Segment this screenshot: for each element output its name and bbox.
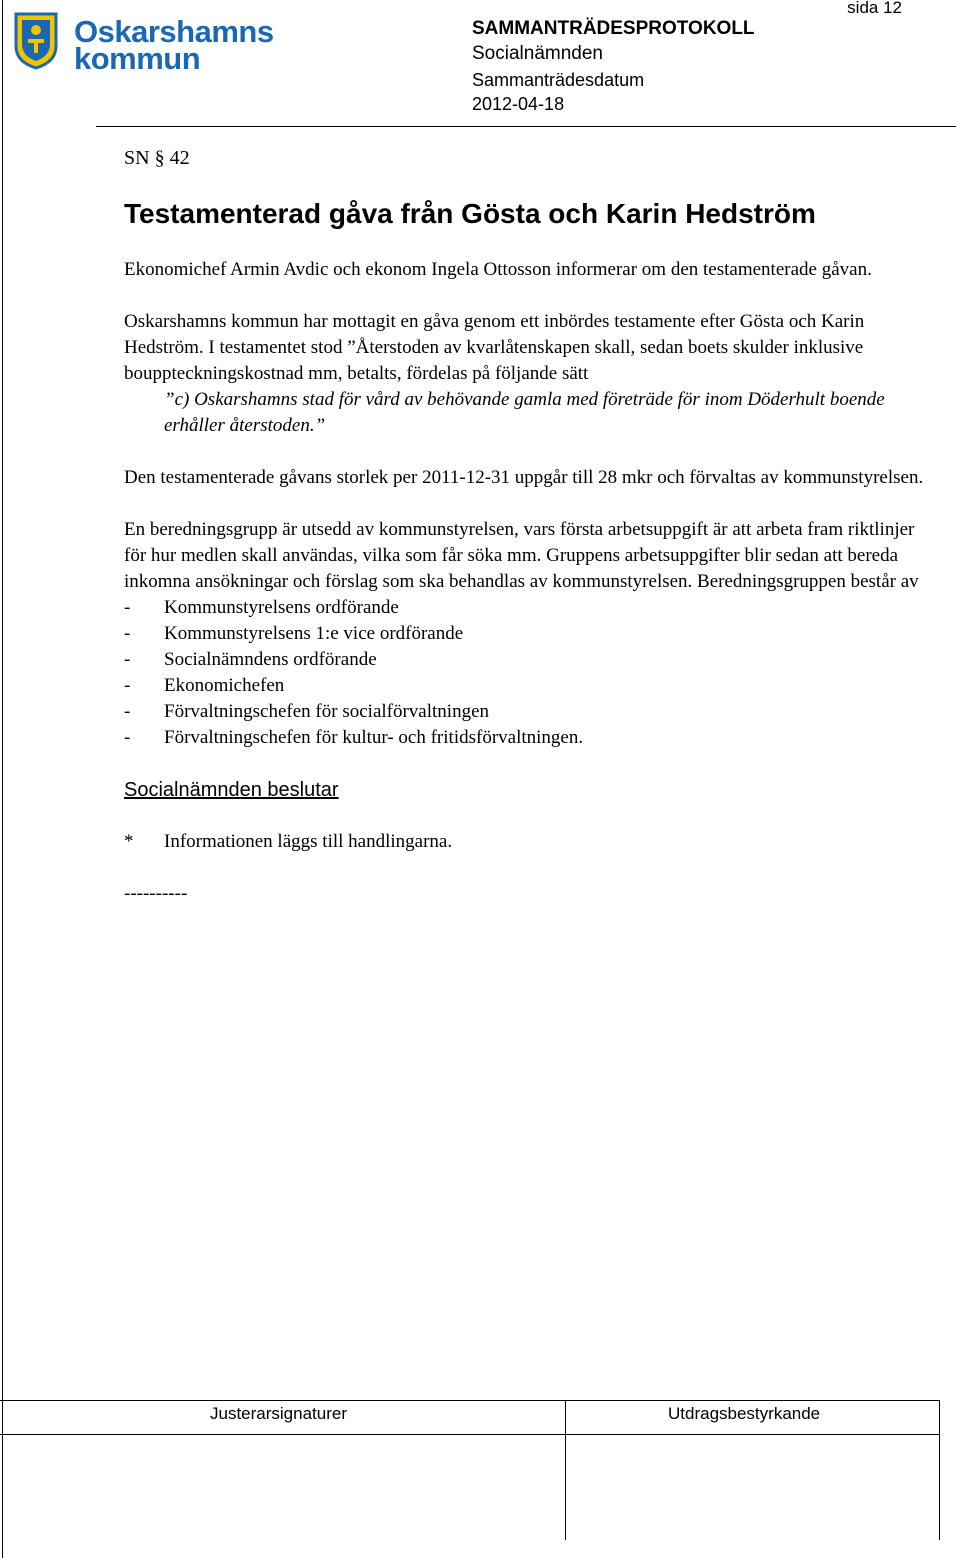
list-item-text: Förvaltningschefen för kultur- och fritidsförvaltningen. <box>164 727 584 748</box>
list-item <box>124 647 924 673</box>
list-marker: - <box>124 727 131 748</box>
section-divider: ---------- <box>124 883 188 904</box>
footer-top-rule <box>0 1400 940 1401</box>
list-item <box>124 699 924 725</box>
signature-footer <box>0 1400 940 1540</box>
working-group-list <box>124 595 924 751</box>
logo-line-2: kommun <box>74 41 201 76</box>
list-item-text: Kommunstyrelsens ordförande <box>164 597 399 618</box>
footer-header-rule <box>0 1434 940 1435</box>
certification-label: Utdragsbestyrkande <box>668 1404 821 1423</box>
decision-heading: Socialnämnden beslutar <box>124 779 339 801</box>
list-item-text: Socialnämndens ordförande <box>164 649 377 670</box>
document-type: SAMMANTRÄDESPROTOKOLL <box>472 18 755 39</box>
list-item <box>124 621 924 647</box>
list-item <box>124 595 924 621</box>
meeting-date-label: Sammanträdesdatum <box>472 70 645 90</box>
decision-marker: * <box>124 831 134 852</box>
gift-size-paragraph: Den testamenterade gåvans storlek per 2011-12-31 uppgår till 28 mkr och förvaltas av kommunstyrelsen. <box>124 467 924 488</box>
page-title: Testamenterad gåva från Gösta och Karin Hedström <box>124 198 816 229</box>
list-item-text: Förvaltningschefen för socialförvaltningen <box>164 701 490 722</box>
list-marker: - <box>124 649 131 670</box>
testament-quote: ”c) Oskarshamns stad för vård av behövande gamla med företräde för inom Döderhult boende erhåller återstoden.” <box>164 389 885 436</box>
header-rule <box>96 126 956 127</box>
document-body <box>124 145 924 907</box>
list-item-text: Ekonomichefen <box>164 675 285 696</box>
page-number: sida 12 <box>847 0 902 17</box>
section-number: SN § 42 <box>124 147 190 169</box>
signatures-label: Justerarsignaturer <box>210 1404 348 1423</box>
list-item-text: Kommunstyrelsens 1:e vice ordförande <box>164 623 464 644</box>
testament-paragraph: Oskarshamns kommun har mottagit en gåva genom ett inbördes testamente efter Gösta och Karin Hedström. I testamentet stod ”Återstoden av kvarlåtenskapen skall, sedan boets skulder inklusive bouppteckningskostnad mm, betalts, fördelas på följande sätt <box>124 311 865 384</box>
list-marker: - <box>124 623 131 644</box>
coat-of-arms-icon <box>14 12 58 70</box>
logo-wordmark <box>74 14 274 76</box>
footer-divider <box>565 1400 566 1540</box>
municipality-logo <box>14 10 274 82</box>
decision-text: Informationen läggs till handlingarna. <box>164 831 453 852</box>
working-group-paragraph: En beredningsgrupp är utsedd av kommunstyrelsen, vars första arbetsuppgift är att arbeta fram riktlinjer för hur medlen skall användas, vilka som får söka mm. Gruppens arbetsuppgifter blir sedan att bereda inkomna ansökningar och förslag som ska behandlas av kommunstyrelsen. Beredningsgruppen består av <box>124 519 919 592</box>
list-marker: - <box>124 675 131 696</box>
list-marker: - <box>124 597 131 618</box>
meeting-date: 2012-04-18 <box>472 94 565 114</box>
list-item <box>124 725 924 751</box>
intro-paragraph: Ekonomichef Armin Avdic och ekonom Ingela Ottosson informerar om den testamenterade gåvan. <box>124 259 872 280</box>
logo-line-1: Oskarshamns <box>74 14 274 49</box>
left-margin-rule <box>2 0 3 1558</box>
committee-name: Socialnämnden <box>472 43 603 64</box>
footer-right-rule <box>939 1400 940 1540</box>
list-marker: - <box>124 701 131 722</box>
list-item <box>124 673 924 699</box>
decision-item <box>124 829 924 855</box>
